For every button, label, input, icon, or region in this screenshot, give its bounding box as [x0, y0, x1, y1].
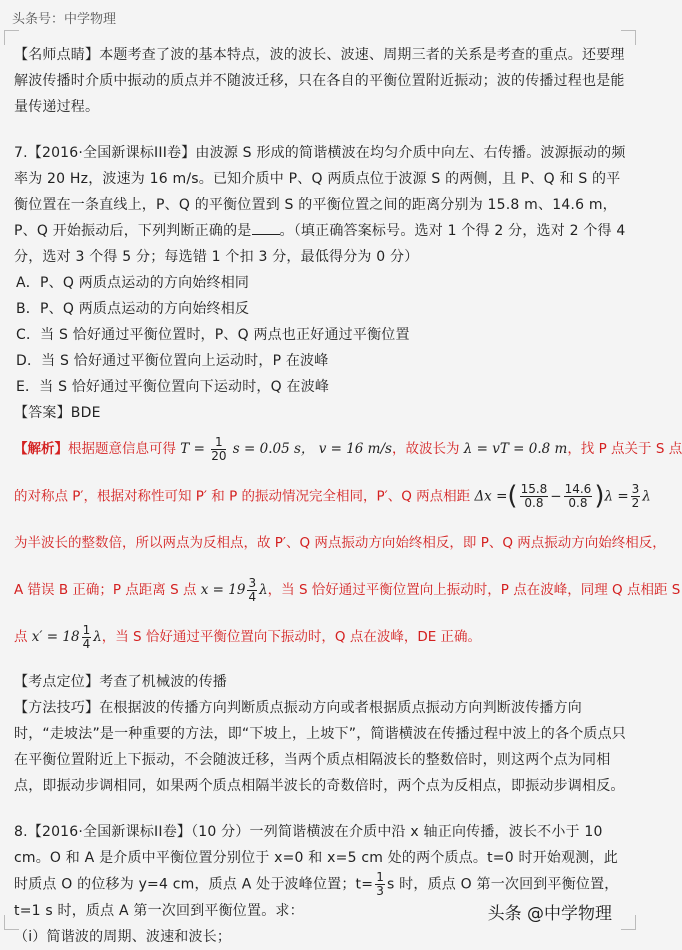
analysis-line-3: 为半波长的整数倍，所以两点为反相点，故 P′、Q 两点振动方向始终相反，即 P、Q 两点振动方向始终相反， [14, 535, 666, 551]
question-8-stem: 8.【2016·全国新课标II卷】（10 分）一列简谐横波在介质中沿 x 轴正向传播，波长不小于 10 cm。O 和 A 是介质中平衡位置分别位于 x=0 和 x=5 cm 处的两个质点。t=0 时开始观测，此时质点 O 的位移为 y=4 cm，质点 A 处于波峰位置；t= $\frac{1}{3}$ s 时，质点 O 第一次回到平衡位置，t=1 s 时，质点 A 第一次回到平衡位置。求： [14, 824, 619, 919]
answer-blank [252, 218, 280, 235]
question-8-part-i: （i）简谐波的周期、波速和波长； [14, 929, 232, 945]
option-c: C．当 S 恰好通过平衡位置时，P、Q 两点也正好通过平衡位置 [16, 327, 410, 343]
method-tips: 【方法技巧】在根据波的传播方向判断质点振动方向或者根据质点振动方向判断波传播方向时，“走坡法”是一种重要的方法，即“下坡上，上坡下”，简谐横波在传播过程中波上的各个质点只在平衡位置附近上下振动，不会随波迁移，当两个质点相隔波长的整数倍时，则这两个点为同相点，即振动步调相同，如果两个质点相隔半波长的奇数倍时，两个点为反相点，即振动步调相反。 [14, 700, 627, 794]
option-d: D．当 S 恰好通过平衡位置向上运动时，P 在波峰 [16, 353, 329, 369]
fraction-t: $\frac{1}{3}$ [376, 870, 385, 898]
answer: 【答案】BDE [14, 405, 101, 421]
option-a: A．P、Q 两质点运动的方向始终相同 [16, 275, 250, 291]
question-7-stem: 7.【2016·全国新课标III卷】由波源 S 形成的简谐横波在均匀介质中向左、右传播。波源振动的频率为 20 Hz，波速为 16 m/s。已知介质中 P、Q 两质点位于波源 S 的两侧，且 P、Q 和 S 的平衡位置在一条直线上，P、Q 的平衡位置到 S 的平衡位置之间的距离分别为 15.8 m、14.6 m，P、Q 开始振动后，下列判断正确的是 。（填正确答案标号。选对 1 个得 2 分，选对 2 个得 4 分，选对 3 个得 5 分；每选错 1 个扣 3 分，最低得分为 0 分） [14, 145, 626, 265]
analysis-line-4: A 错误 B 正确；P 点距离 S 点 x = 19 $\frac{3}{4}$ λ，当 S 恰好通过平衡位置向上振动时，P 点在波峰，同理 Q 点相距 S [14, 575, 681, 604]
analysis-line-2: 的对称点 P′，根据对称性可知 P′ 和 P 的振动情况完全相同，P′、Q 两点相距 Δx =( $\frac{15.8}{0.8}$ − $\frac{14.6}{0.8}$ )λ = $\frac{3}{2}$ λ [14, 481, 651, 511]
option-b: B．P、Q 两质点运动的方向始终相反 [16, 301, 250, 317]
fraction-T: $\frac{1}{20}$ [211, 434, 227, 463]
analysis-block [14, 426, 682, 661]
teacher-comment: 【名师点睛】本题考查了波的基本特点，波的波长、波速、周期三者的关系是考查的重点。还要理解波传播时介质中振动的质点并不随波迁移，只在各自的平衡位置附近振动；波的传播过程也是能量传递过程。 [14, 47, 625, 115]
document-body [14, 42, 682, 950]
option-e: E．当 S 恰好通过平衡位置向下运动时，Q 在波峰 [16, 379, 330, 395]
analysis-line-1: 【解析】根据题意信息可得 T = $\frac{1}{20}$ s = 0.05 s， v = 16 m/s，故波长为 λ = vT = 0.8 m，找 P 点关于 S 点 [14, 434, 682, 463]
footer-watermark: 头条 @中学物理 [487, 904, 612, 924]
analysis-line-5: 点 x′ = 18 $\frac{1}{4}$ λ，当 S 恰好通过平衡位置向下振动时，Q 点在波峰，DE 正确。 [14, 622, 482, 651]
header-source: 头条号：中学物理 [12, 12, 117, 27]
kaodian: 【考点定位】考查了机械波的传播 [14, 674, 227, 690]
